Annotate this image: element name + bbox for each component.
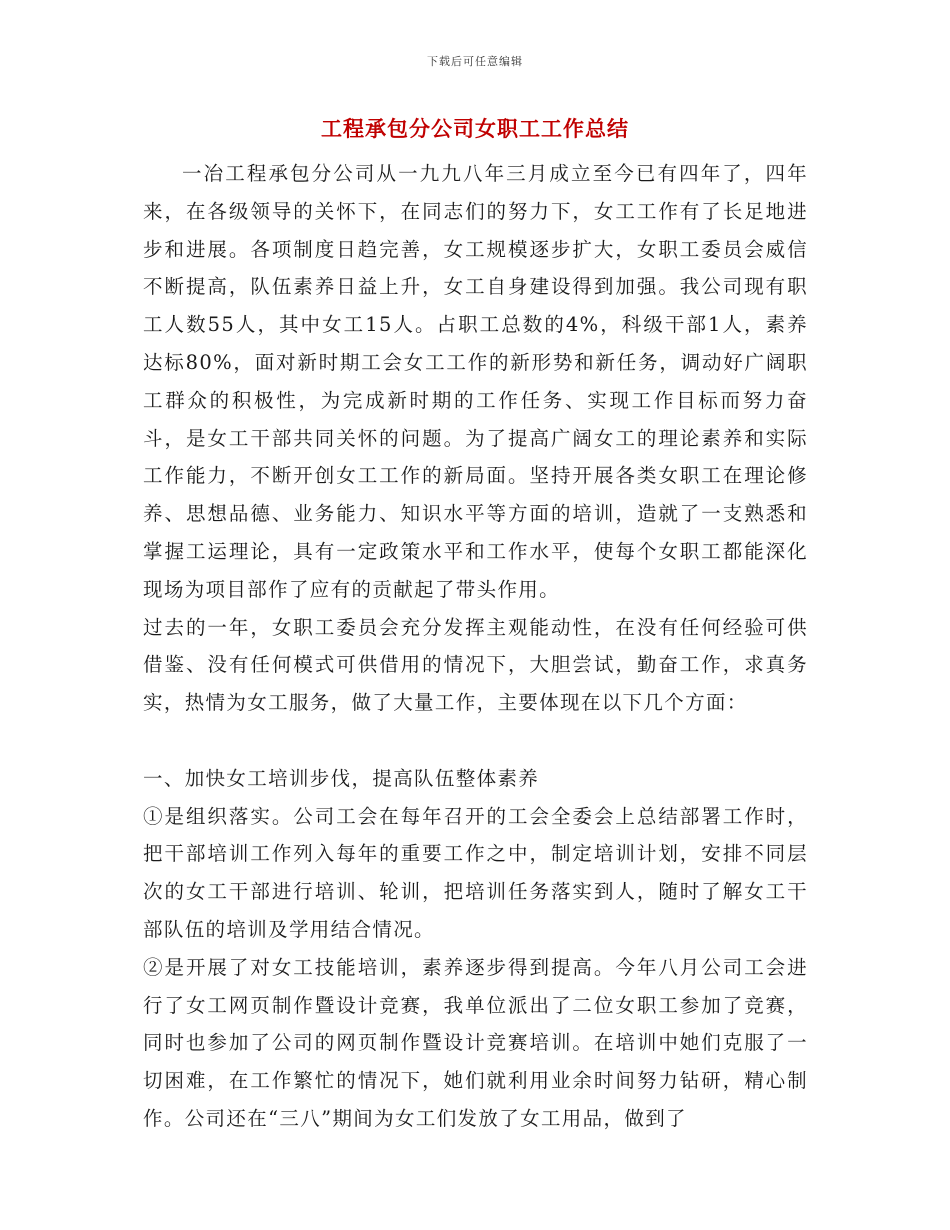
blank-line: [143, 722, 808, 760]
paragraph-intro: 一冶工程承包分公司从一九九八年三月成立至今已有四年了，四年来，在各级领导的关怀下，在同志们的努力下，女工工作有了长足地进步和进展。各项制度日趋完善，女工规模逐步扩大，女职工委员会威信不断提高，队伍素养日益上升，女工自身建设得到加强。我公司现有职工人数55人，其中女工15人。占职工总数的4%，科级干部1人，素养达标80%，面对新时期工会女工工作的新形势和新任务，调动好广阔职工群众的积极性，为完成新时期的工作任务、实现工作目标而努力奋斗，是女工干部共同关怀的问题。为了提高广阔女工的理论素养和实际工作能力，不断开创女工工作的新局面。坚持开展各类女职工在理论修养、思想品德、业务能力、知识水平等方面的培训，造就了一支熟悉和掌握工运理论，具有一定政策水平和工作水平，使每个女职工都能深化现场为项目部作了应有的贡献起了带头作用。: [143, 162, 808, 601]
list-item-1: ①是组织落实。公司工会在每年召开的工会全委会上总结部署工作时，把干部培训工作列入每年的重要工作之中，制定培训计划，安排不同层次的女工干部进行培训、轮训，把培训任务落实到人，随时了解女工干部队伍的培训及学用结合情况。: [143, 804, 808, 941]
list-item-2: ②是开展了对女工技能培训，素养逐步得到提高。今年八月公司工会进行了女工网页制作暨设计竞赛，我单位派出了二位女职工参加了竞赛，同时也参加了公司的网页制作暨设计竞赛培训。在培训中她们克服了一切困难，在工作繁忙的情况下，她们就利用业余时间努力钻研，精心制作。公司还在“三八”期间为女工们发放了女工用品，做到了: [143, 955, 808, 1130]
header-note: 下载后可任意编辑: [427, 55, 523, 68]
section-heading-1: 一、加快女工培训步伐，提高队伍整体素养: [143, 766, 540, 790]
document-body: [143, 155, 808, 1138]
document-title: 工程承包分公司女职工工作总结: [321, 116, 629, 141]
paragraph-summary: 过去的一年，女职工委员会充分发挥主观能动性，在没有任何经验可供借鉴、没有任何模式可供借用的情况下，大胆尝试，勤奋工作，求真务实，热情为女工服务，做了大量工作，主要体现在以下几个方面：: [143, 615, 808, 715]
